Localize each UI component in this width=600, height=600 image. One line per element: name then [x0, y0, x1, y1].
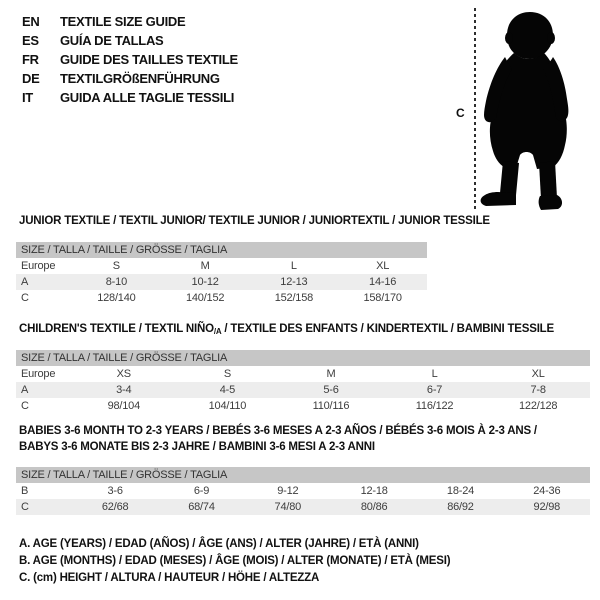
babies-size-header: SIZE / TALLA / TAILLE / GRÖSSE / TAGLIA [16, 467, 590, 483]
babies-size-table [16, 467, 590, 515]
table-cell: 3-4 [116, 384, 132, 396]
table-cell: 7-8 [530, 384, 546, 396]
table-cell: 116/122 [415, 400, 454, 412]
table-row [16, 274, 427, 290]
language-guide-list [22, 12, 238, 107]
babies-section-title-line2: BABYS 3-6 MONATE BIS 2-3 JAHRE / BAMBINI 3-6 MESI A 2-3 ANNI [19, 441, 375, 453]
language-code: FR [22, 52, 39, 67]
children-size-table [16, 350, 590, 414]
table-cell: S [112, 260, 120, 272]
junior-size-table [16, 242, 427, 306]
table-cell: 9-12 [277, 485, 299, 497]
language-title: GUÍA DE TALLAS [60, 33, 164, 48]
table-row [16, 398, 590, 414]
table-cell: 6-9 [193, 485, 210, 497]
row-label: Europe [21, 368, 56, 380]
children-section-title [19, 323, 554, 336]
children-title-suffix: / TEXTILE DES ENFANTS / KINDERTEXTIL / BAMBINI TESSILE [221, 323, 554, 335]
table-cell: 12-18 [360, 485, 388, 497]
language-code: IT [22, 90, 33, 105]
table-row [16, 366, 590, 382]
table-cell: 6-7 [426, 384, 443, 396]
children-table-body [16, 366, 590, 414]
row-label: A [21, 276, 29, 288]
table-row [16, 483, 590, 499]
table-cell: 3-6 [107, 485, 123, 497]
table-cell: 98/104 [107, 400, 141, 412]
table-cell: 74/80 [274, 501, 302, 513]
language-title: GUIDE DES TAILLES TEXTILE [60, 52, 238, 67]
row-label: A [21, 384, 29, 396]
language-title: TEXTILE SIZE GUIDE [60, 14, 186, 29]
table-row [16, 499, 590, 515]
table-cell: XL [376, 260, 390, 272]
children-size-header: SIZE / TALLA / TAILLE / GRÖSSE / TAGLIA [16, 350, 590, 366]
table-cell: M [326, 368, 336, 380]
junior-section-title: JUNIOR TEXTILE / TEXTIL JUNIOR/ TEXTILE JUNIOR / JUNIORTEXTIL / JUNIOR TESSILE [19, 215, 490, 227]
table-cell: 86/92 [447, 501, 474, 513]
table-cell: 110/116 [312, 400, 350, 412]
table-row [16, 290, 427, 306]
language-title: TEXTILGRÖßENFÜHRUNG [60, 71, 220, 86]
language-title: GUIDA ALLE TAGLIE TESSILI [60, 90, 235, 105]
height-label-c: C [456, 106, 465, 120]
table-cell: L [431, 368, 438, 380]
language-code: EN [22, 14, 40, 29]
footnote-b: B. AGE (MONTHS) / EDAD (MESES) / ÂGE (MOIS) / ALTER (MONATE) / ETÀ (MESI) [19, 555, 451, 567]
table-cell: M [200, 260, 210, 272]
table-cell: 158/170 [363, 292, 402, 304]
table-cell: XL [531, 368, 545, 380]
table-cell: S [223, 368, 231, 380]
language-row-it [22, 88, 238, 107]
toddler-silhouette-image [470, 5, 590, 215]
language-code: ES [22, 33, 39, 48]
table-cell: 128/140 [97, 292, 136, 304]
language-row-de [22, 69, 238, 88]
row-label: C [21, 292, 29, 304]
children-title-subscript: /A [213, 327, 222, 336]
table-cell: L [290, 260, 297, 272]
row-label: C [21, 501, 29, 513]
junior-table-body [16, 258, 427, 306]
table-cell: 24-36 [533, 485, 561, 497]
language-row-es [22, 31, 238, 50]
language-code: DE [22, 71, 40, 86]
table-cell: 68/74 [188, 501, 215, 513]
table-cell: XS [116, 368, 131, 380]
table-cell: 104/110 [208, 400, 247, 412]
children-title-prefix: CHILDREN'S TEXTILE / TEXTIL NIÑO [19, 323, 214, 335]
table-cell: 122/128 [518, 400, 558, 412]
table-cell: 5-6 [323, 384, 339, 396]
row-label: B [21, 485, 29, 497]
footnote-a: A. AGE (YEARS) / EDAD (AÑOS) / ÂGE (ANS) / ALTER (JAHRE) / ETÀ (ANNI) [19, 538, 419, 550]
table-cell: 140/152 [185, 292, 225, 304]
table-cell: 8-10 [105, 276, 127, 288]
babies-section-title-line1: BABIES 3-6 MONTH TO 2-3 YEARS / BEBÉS 3-6 MESES A 2-3 AÑOS / BÉBÉS 3-6 MOIS À 2-3 ANS / [19, 425, 537, 437]
table-cell: 10-12 [191, 276, 219, 288]
language-row-fr [22, 50, 238, 69]
table-cell: 152/158 [274, 292, 314, 304]
footnote-c: C. (cm) HEIGHT / ALTURA / HAUTEUR / HÖHE / ALTEZZA [19, 572, 320, 584]
babies-table-body [16, 483, 590, 515]
table-cell: 4-5 [219, 384, 236, 396]
table-cell: 12-13 [280, 276, 308, 288]
table-row [16, 382, 590, 398]
language-row-en [22, 12, 238, 31]
footnotes [19, 536, 450, 587]
table-cell: 92/98 [533, 501, 561, 513]
table-cell: 80/86 [360, 501, 388, 513]
row-label: Europe [21, 260, 56, 272]
table-cell: 18-24 [446, 485, 475, 497]
junior-size-header: SIZE / TALLA / TAILLE / GRÖSSE / TAGLIA [16, 242, 427, 258]
row-label: C [21, 400, 29, 412]
table-row [16, 258, 427, 274]
table-cell: 14-16 [369, 276, 397, 288]
table-cell: 62/68 [101, 501, 129, 513]
